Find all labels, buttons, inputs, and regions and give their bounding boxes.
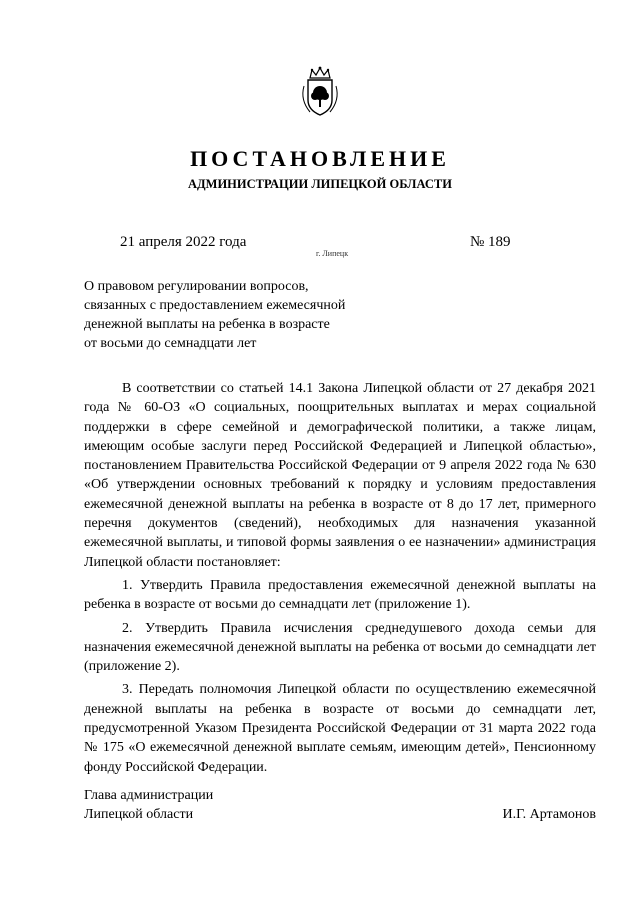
preamble-paragraph: В соответствии со статьей 14.1 Закона Липецкой области от 27 декабря 2021 года № 60-ОЗ «О социальных, поощрительных выплатах и мерах социальной поддержки в сфере семейной и демографической политики, а также лицам, имеющим особые заслуги перед Российской Федерацией и Липецкой областью», постановлением Правительства Российской Федерации от 9 апреля 2022 года № 630 «Об утверждении основных требований к порядку и условиям предоставления ежемесячной денежной выплаты на ребенка в возрасте от 8 до 17 лет, примерного перечня документов (сведений), необходимых для назначения указанной ежемесячной выплаты, и типовой формы заявления о ее назначении» администрация Липецкой области постановляет: [84, 381, 596, 570]
document-subject [84, 277, 384, 353]
document-number: № 189 [470, 234, 511, 250]
lipetsk-coat-of-arms-icon [298, 66, 342, 118]
subject-line: связанных с предоставлением ежемесячной [84, 298, 346, 313]
document-body [84, 379, 596, 781]
position-line: Липецкой области [84, 807, 194, 822]
clause-paragraph: 3. Передать полномочия Липецкой области по осуществлению ежемесячной денежной выплаты на ребенка в возрасте от восьми до семнадцати лет, предусмотренной Указом Президента Российской Федерации от 31 марта 2022 года № 175 «О ежемесячной денежной выплате семьям, имеющим детей», Пенсионному фонду Российской Федерации. [84, 682, 596, 775]
document-title: ПОСТАНОВЛЕНИЕ [190, 146, 450, 171]
signatory-name: И.Г. Артамонов [502, 807, 596, 822]
clause-paragraph: 2. Утвердить Правила исчисления среднедушевого дохода семьи для назначения ежемесячной денежной выплаты на ребенка от восьми до семнадцати лет (приложение 2). [84, 620, 596, 675]
subject-line: от восьми до семнадцати лет [84, 336, 257, 351]
document-date: 21 апреля 2022 года [120, 234, 247, 250]
position-line: Глава администрации [84, 788, 214, 803]
subject-line: О правовом регулировании вопросов, [84, 279, 309, 294]
document-city: г. Липецк [316, 249, 349, 258]
issuing-authority: АДМИНИСТРАЦИИ ЛИПЕЦКОЙ ОБЛАСТИ [188, 177, 452, 191]
clause-paragraph: 1. Утвердить Правила предоставления ежемесячной денежной выплаты на ребенка в возрасте от восьми до семнадцати лет (приложение 1). [84, 577, 596, 613]
subject-line: денежной выплаты на ребенка в возрасте [84, 317, 330, 332]
signatory-position [84, 786, 213, 824]
